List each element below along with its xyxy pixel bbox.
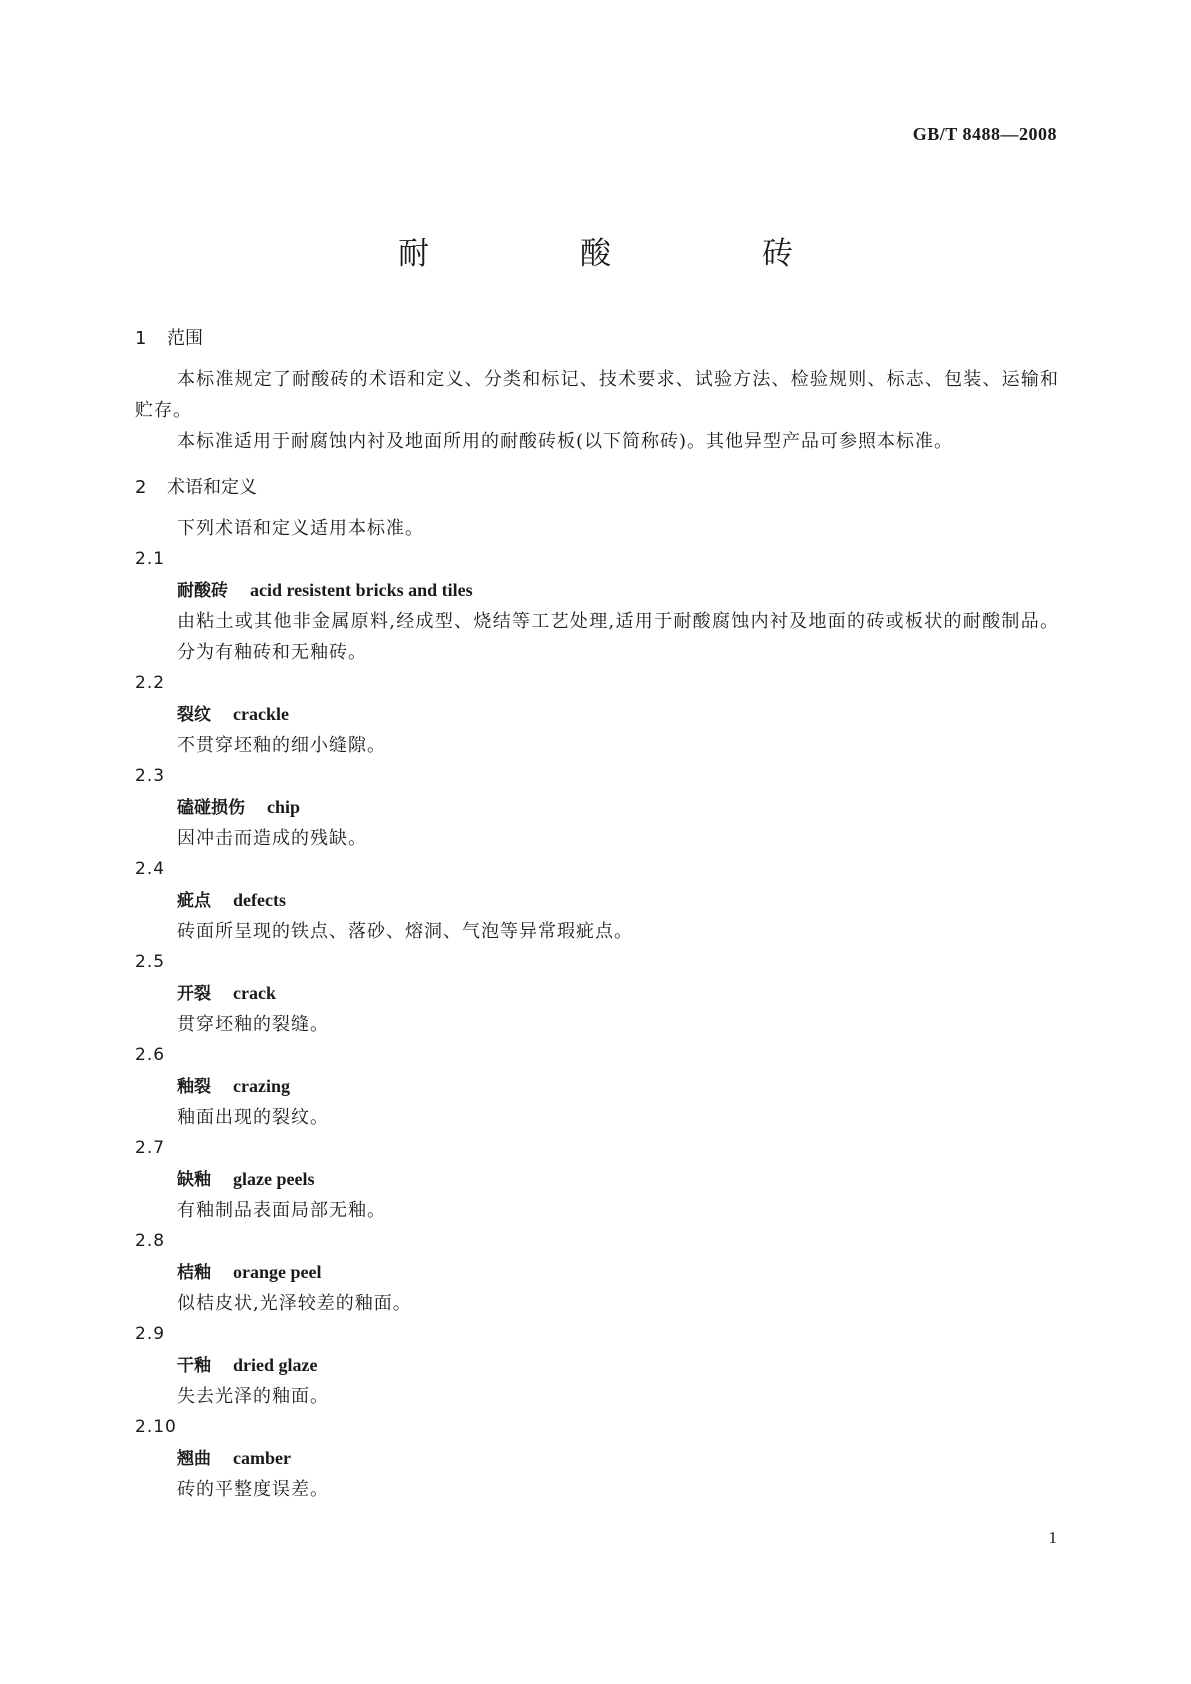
term-heading bbox=[135, 978, 1059, 1009]
term-zh: 疵点 bbox=[177, 891, 211, 911]
term-zh: 釉裂 bbox=[177, 1077, 211, 1097]
term-definition: 不贯穿坯釉的细小缝隙。 bbox=[177, 735, 386, 756]
term-zh: 缺釉 bbox=[177, 1170, 211, 1190]
term-entry bbox=[135, 1319, 1059, 1412]
term-zh: 桔釉 bbox=[177, 1263, 211, 1283]
term-en: crack bbox=[233, 983, 276, 1003]
term-number: 2.5 bbox=[135, 952, 166, 972]
term-heading bbox=[135, 699, 1059, 730]
term-entry bbox=[135, 854, 1059, 947]
term-entry bbox=[135, 1133, 1059, 1226]
term-en: chip bbox=[267, 797, 301, 817]
term-en: acid resistent bricks and tiles bbox=[250, 580, 473, 600]
term-number: 2.1 bbox=[135, 549, 166, 569]
term-definition: 砖的平整度误差。 bbox=[177, 1479, 329, 1500]
term-heading bbox=[135, 792, 1059, 823]
term-en: glaze peels bbox=[233, 1169, 315, 1189]
section-number: 1 bbox=[135, 328, 147, 349]
term-entry bbox=[135, 668, 1059, 761]
term-en: camber bbox=[233, 1448, 291, 1468]
term-zh: 开裂 bbox=[177, 984, 211, 1004]
term-entry bbox=[135, 761, 1059, 854]
term-number: 2.6 bbox=[135, 1045, 166, 1065]
term-definition: 因冲击而造成的残缺。 bbox=[177, 828, 367, 849]
term-definition: 釉面出现的裂纹。 bbox=[177, 1107, 329, 1128]
term-entry bbox=[135, 1412, 1059, 1505]
term-entry bbox=[135, 1040, 1059, 1133]
page-number: 1 bbox=[1048, 1528, 1057, 1547]
term-heading bbox=[135, 885, 1059, 916]
term-zh: 耐酸砖 bbox=[177, 581, 228, 601]
paragraph: 下列术语和定义适用本标准。 bbox=[177, 518, 424, 539]
term-number: 2.10 bbox=[135, 1417, 177, 1437]
term-en: dried glaze bbox=[233, 1355, 318, 1375]
term-number: 2.8 bbox=[135, 1231, 166, 1251]
term-number: 2.3 bbox=[135, 766, 166, 786]
term-number: 2.7 bbox=[135, 1138, 166, 1158]
section-heading bbox=[135, 471, 1059, 505]
term-heading bbox=[135, 575, 1059, 606]
term-zh: 翘曲 bbox=[177, 1449, 211, 1469]
section-title: 术语和定义 bbox=[167, 477, 257, 498]
term-en: defects bbox=[233, 890, 286, 910]
section-number: 2 bbox=[135, 477, 147, 498]
term-zh: 干釉 bbox=[177, 1356, 211, 1376]
term-en: orange peel bbox=[233, 1262, 322, 1282]
term-zh: 裂纹 bbox=[177, 705, 211, 725]
standard-code: GB/T 8488—2008 bbox=[912, 124, 1057, 144]
term-number: 2.2 bbox=[135, 673, 166, 693]
term-entry bbox=[135, 1226, 1059, 1319]
term-heading bbox=[135, 1164, 1059, 1195]
term-definition: 失去光泽的釉面。 bbox=[177, 1386, 329, 1407]
term-heading bbox=[135, 1071, 1059, 1102]
term-number: 2.9 bbox=[135, 1324, 166, 1344]
term-zh: 磕碰损伤 bbox=[177, 798, 245, 818]
term-entry bbox=[135, 544, 1059, 668]
term-en: crazing bbox=[233, 1076, 290, 1096]
term-en: crackle bbox=[233, 704, 289, 724]
term-entry bbox=[135, 947, 1059, 1040]
document-title: 耐 酸 砖 bbox=[398, 236, 853, 272]
document-body bbox=[135, 322, 1059, 1505]
term-definition: 由粘土或其他非金属原料,经成型、烧结等工艺处理,适用于耐酸腐蚀内衬及地面的砖或板状的耐酸制品。分为有釉砖和无釉砖。 bbox=[177, 611, 1059, 663]
section-heading bbox=[135, 322, 1059, 356]
term-definition: 砖面所呈现的铁点、落砂、熔洞、气泡等异常瑕疵点。 bbox=[177, 921, 633, 942]
term-heading bbox=[135, 1350, 1059, 1381]
term-heading bbox=[135, 1443, 1059, 1474]
term-definition: 贯穿坯釉的裂缝。 bbox=[177, 1014, 329, 1035]
paragraph: 本标准适用于耐腐蚀内衬及地面所用的耐酸砖板(以下简称砖)。其他异型产品可参照本标准。 bbox=[177, 431, 954, 452]
paragraph: 本标准规定了耐酸砖的术语和定义、分类和标记、技术要求、试验方法、检验规则、标志、包装、运输和贮存。 bbox=[135, 369, 1059, 421]
section-title: 范围 bbox=[167, 328, 203, 349]
term-heading bbox=[135, 1257, 1059, 1288]
term-definition: 似桔皮状,光泽较差的釉面。 bbox=[177, 1293, 412, 1314]
term-definition: 有釉制品表面局部无釉。 bbox=[177, 1200, 386, 1221]
term-number: 2.4 bbox=[135, 859, 166, 879]
